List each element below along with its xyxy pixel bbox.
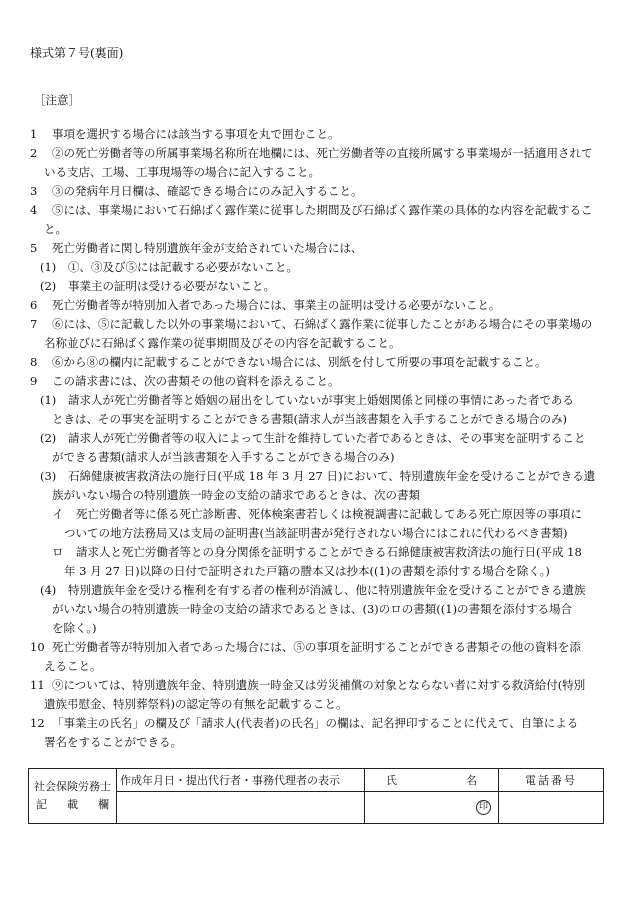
note-number: 6 xyxy=(30,298,38,312)
note-line xyxy=(0,562,630,581)
note-line xyxy=(0,125,630,144)
note-text: ③の発病年月日欄は、確認できる場合にのみ記入すること。 xyxy=(52,184,363,198)
note-line xyxy=(0,714,630,733)
note-number: 9 xyxy=(30,374,38,388)
note-text: 族がいない場合の特別遺族一時金の支給の請求であるときは、次の書類 xyxy=(52,488,420,502)
note-line xyxy=(0,657,630,676)
note-line xyxy=(0,429,630,448)
note-number: 8 xyxy=(30,355,38,369)
label-char: 欄 xyxy=(98,798,109,811)
note-line xyxy=(0,144,630,163)
note-text: がいない場合の特別遺族一時金の支給の請求であるときは、(3)のロの書類((1)の書類を添付する場合 xyxy=(52,602,573,616)
note-line xyxy=(0,220,630,239)
note-line xyxy=(0,239,630,258)
label-char: 記 xyxy=(36,798,47,811)
note-text: 死亡労働者等が特別加入者であった場合には、事業主の証明は受ける必要がないこと。 xyxy=(52,298,501,312)
note-text: ついての地方法務局又は支局の証明書(当該証明書が発行されない場合にはこれに代わるべき書類) xyxy=(64,526,568,540)
note-text: ②の死亡労働者等の所属事業場名称所在地欄には、死亡労働者等の直接所属する事業場が一括適用されて xyxy=(52,146,593,160)
note-number: (4) xyxy=(40,583,57,597)
note-text: 事項を選択する場合には該当する事項を丸で囲むこと。 xyxy=(52,127,340,141)
note-line xyxy=(0,334,630,353)
seal-mark-icon: 印 xyxy=(476,800,491,815)
note-line xyxy=(0,258,630,277)
note-text: 「事業主の氏名」の欄及び「請求人(代表者)の氏名」の欄は、記名押印することに代えて、自筆による xyxy=(52,716,579,730)
note-text: この請求書には、次の書類その他の資料を添えること。 xyxy=(52,374,340,388)
note-text: ⑥から⑧の欄内に記載することができない場合には、別紙を付して所要の事項を記載すること。 xyxy=(52,355,547,369)
note-text: 石綿健康被害救済法の施行日(平成 18 年 3 月 27 日)において、特別遺族年金を受けることができる遺 xyxy=(68,469,596,483)
note-text: 請求人が死亡労働者等と婚姻の届出をしていないが事実上婚姻関係と同様の事情にあった者である xyxy=(68,393,574,407)
note-line xyxy=(0,486,630,505)
note-text: 事業主の証明は受ける必要がないこと。 xyxy=(68,279,275,293)
note-text: 死亡労働者に関し特別遺族年金が支給されていた場合には、 xyxy=(52,241,363,255)
note-line xyxy=(0,505,630,524)
form-title: 様式第７号(裏面) xyxy=(30,46,124,60)
note-text: いる支店、工場、工事現場等の場合に記入すること。 xyxy=(44,165,320,179)
note-line xyxy=(0,163,630,182)
note-text: 年 3 月 27 日)以降の日付で証明された戸籍の謄本又は抄本((1)の書類を添付する場合を除く。) xyxy=(64,564,550,578)
note-line xyxy=(0,277,630,296)
note-number: 11 xyxy=(30,678,45,692)
note-text: ⑤には、事業場において石綿ばく露作業に従事した期間及び石綿ばく露作業の具体的な内容を記載するこ xyxy=(52,203,593,217)
sharoushi-label-cell xyxy=(29,769,117,824)
notes-list xyxy=(0,125,630,752)
note-text: 請求人と死亡労働者等との身分関係を証明することができる石綿健康被害救済法の施行日(平成 18 xyxy=(76,545,582,559)
name-header xyxy=(365,769,499,792)
note-number: 10 xyxy=(30,640,45,654)
note-line xyxy=(0,619,630,638)
note-number: ロ xyxy=(52,545,64,559)
note-line xyxy=(0,353,630,372)
note-text: ができる書類(請求人が当該書類を入手することができる場合のみ) xyxy=(52,450,395,464)
label-char: 載 xyxy=(67,798,78,811)
note-number: 2 xyxy=(30,146,38,160)
note-line xyxy=(0,372,630,391)
note-line xyxy=(0,296,630,315)
note-number: 5 xyxy=(30,241,38,255)
note-line xyxy=(0,448,630,467)
note-number: 7 xyxy=(30,317,38,331)
note-number: (2) xyxy=(40,279,57,293)
date-agent-field[interactable] xyxy=(117,792,365,824)
name-header-char: 氏 xyxy=(386,774,397,787)
note-number: 4 xyxy=(30,203,38,217)
note-line xyxy=(0,201,630,220)
sharoushi-label: 社会保険労務士 xyxy=(34,780,111,793)
note-text: を除く。) xyxy=(52,621,97,635)
note-text: 死亡労働者等に係る死亡診断書、死体検案書若しくは検視調書に記載してある死亡原因等の事項に xyxy=(76,507,582,521)
phone-field[interactable] xyxy=(499,792,604,824)
note-line xyxy=(0,543,630,562)
note-text: 名称並びに石綿ばく露作業の従事期間及びその内容を記載すること。 xyxy=(44,336,401,350)
note-text: 署名をすることができる。 xyxy=(44,735,182,749)
note-line xyxy=(0,733,630,752)
name-field[interactable] xyxy=(365,792,499,824)
note-line xyxy=(0,676,630,695)
note-line xyxy=(0,524,630,543)
note-line xyxy=(0,467,630,486)
date-agent-header: 作成年月日・提出代行者・事務代理者の表示 xyxy=(117,769,365,792)
note-line xyxy=(0,638,630,657)
phone-header: 電話番号 xyxy=(499,769,604,792)
note-number: (1) xyxy=(40,260,57,274)
note-text: ①、③及び⑤には記載する必要がないこと。 xyxy=(68,260,298,274)
note-line xyxy=(0,695,630,714)
note-text: 特別遺族年金を受ける権利を有する者の権利が消滅し、他に特別遺族年金を受けることができる遺族 xyxy=(68,583,586,597)
note-text: ときは、その事実を証明することができる書類(請求人が当該書類を入手することができる場合のみ) xyxy=(52,412,567,426)
note-number: 3 xyxy=(30,184,38,198)
note-line xyxy=(0,410,630,429)
note-text: と。 xyxy=(44,222,67,236)
note-number: (2) xyxy=(40,431,57,445)
note-text: 死亡労働者等が特別加入者であった場合には、⑤の事項を証明することができる書類その他の資料を添 xyxy=(52,640,581,654)
name-header-char: 名 xyxy=(466,774,477,787)
note-number: 12 xyxy=(30,716,45,730)
note-text: ⑨については、特別遺族年金、特別遺族一時金又は労災補償の対象とならない者に対する救済給付(特別 xyxy=(52,678,586,692)
notice-heading: ［注意］ xyxy=(34,93,80,107)
note-text: 請求人が死亡労働者等の収入によって生計を維持していた者であるときは、その事実を証明すること xyxy=(68,431,586,445)
sharoushi-entry-table xyxy=(28,768,604,824)
note-number: イ xyxy=(52,507,64,521)
note-number: 1 xyxy=(30,127,38,141)
note-number: (1) xyxy=(40,393,57,407)
note-text: ⑥には、⑤に記載した以外の事業場において、石綿ばく露作業に従事したことがある場合にその事業場の xyxy=(52,317,593,331)
note-line xyxy=(0,315,630,334)
note-text: 遺族弔慰金、特別葬祭料)の認定等の有無を記載すること。 xyxy=(44,697,348,711)
note-line xyxy=(0,182,630,201)
note-number: (3) xyxy=(40,469,57,483)
note-line xyxy=(0,581,630,600)
note-line xyxy=(0,600,630,619)
note-line xyxy=(0,391,630,410)
entry-column-label xyxy=(32,796,113,814)
note-text: えること。 xyxy=(44,659,102,673)
